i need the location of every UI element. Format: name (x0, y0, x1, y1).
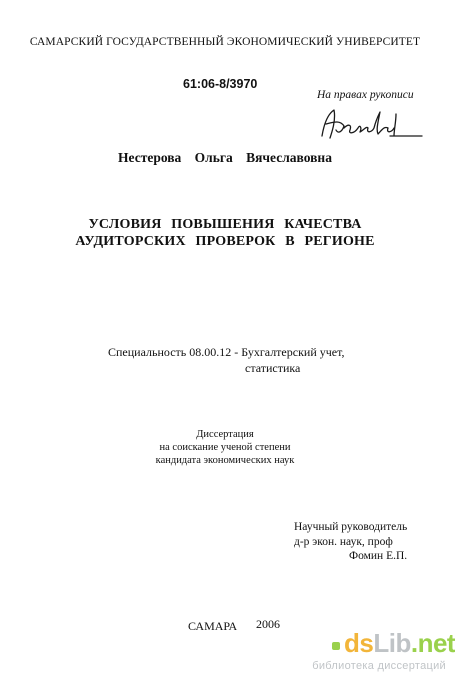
specialty-line-1: Специальность 08.00.12 - Бухгалтерский учет, (108, 345, 345, 359)
specialty-line-2: статистика (245, 361, 301, 375)
logo-ds: ds (344, 628, 374, 658)
supervisor-line-3: Фомин Е.П. (349, 550, 408, 562)
dslib-watermark[interactable] (296, 628, 455, 678)
logo-lib: Lib (373, 628, 411, 658)
watermark-dot-icon (332, 642, 340, 650)
dissertation-title (0, 216, 450, 250)
dissertation-line-2: на соискание ученой степени (159, 442, 291, 453)
year: 2006 (256, 617, 280, 631)
supervisor-line-1: Научный руководитель (294, 521, 408, 533)
dissertation-line-1: Диссертация (196, 429, 254, 440)
catalog-code: 61:06-8/3970 (183, 77, 258, 91)
title-line-1: УСЛОВИЯ ПОВЫШЕНИЯ КАЧЕСТВА (88, 217, 362, 232)
watermark-logo (344, 628, 455, 659)
title-line-2: АУДИТОРСКИХ ПРОВЕРОК В РЕГИОНЕ (75, 234, 375, 249)
watermark-caption: библиотека диссертаций (312, 660, 446, 672)
dissertation-line-3: кандидата экономических наук (155, 455, 295, 466)
author-name: Нестерова Ольга Вячеславовна (118, 150, 332, 165)
city: САМАРА (188, 619, 238, 633)
dissertation-block (0, 428, 450, 467)
logo-net: .net (410, 628, 455, 658)
supervisor-line-2: д-р экон. наук, проф (294, 535, 393, 548)
handwritten-signature (314, 106, 434, 144)
university-name: САМАРСКИЙ ГОСУДАРСТВЕННЫЙ ЭКОНОМИЧЕСКИЙ УНИВЕРСИТЕТ (29, 36, 421, 48)
rights-note: На правах рукописи (317, 89, 414, 101)
supervisor-block (294, 520, 407, 564)
